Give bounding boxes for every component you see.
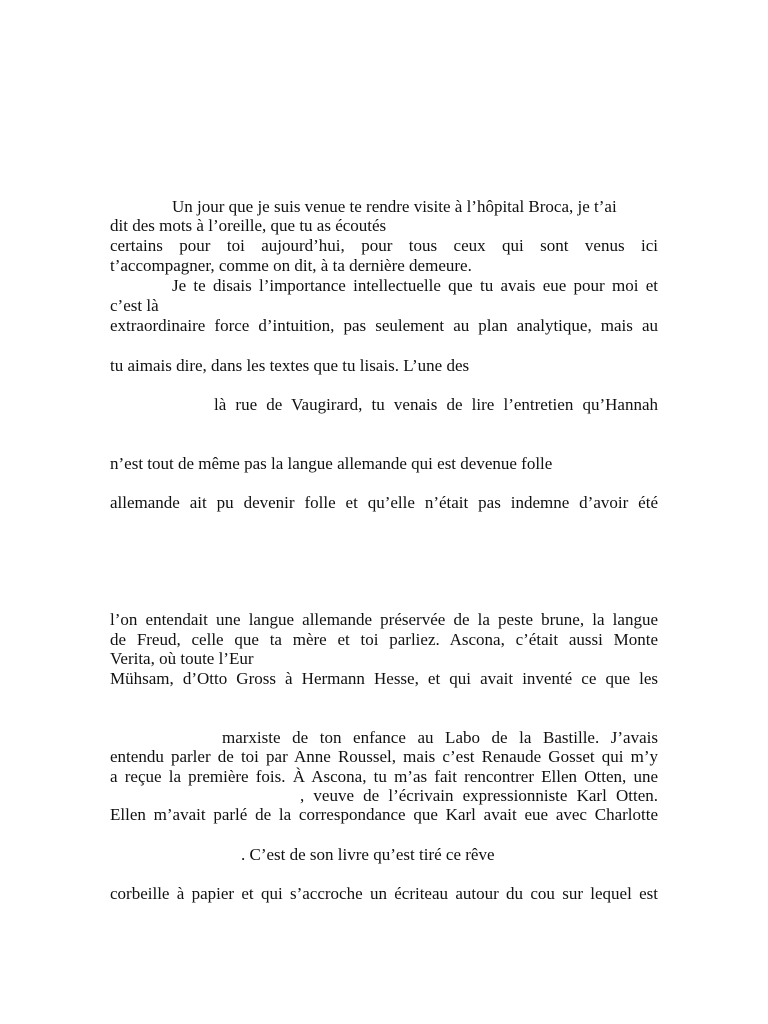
text-line: Mühsam, d’Otto Gross à Hermann Hesse, et qui avait inventé ce que les — [110, 669, 658, 688]
text-line: a reçue la première fois. À Ascona, tu m’as fait rencontrer Ellen Otten, une — [110, 767, 658, 786]
text-line: marxiste de ton enfance au Labo de la Bastille. J’avais — [222, 728, 658, 747]
text-line: Je te disais l’importance intellectuelle que tu avais eue pour moi et — [172, 276, 658, 295]
text-line: allemande ait pu devenir folle et qu’elle n’était pas indemne d’avoir été — [110, 493, 658, 512]
text-line: dit des mots à l’oreille, que tu as écoutés — [110, 216, 387, 235]
text-line: . C’est de son livre qu’est tiré ce rêve — [241, 845, 495, 864]
text-line: Verita, où toute l’Eur — [110, 649, 254, 668]
text-line: extraordinaire force d’intuition, pas seulement au plan analytique, mais au — [110, 316, 658, 335]
text-line: Ellen m’avait parlé de la correspondance que Karl avait eue avec Charlotte — [110, 805, 658, 824]
text-line: certains pour toi aujourd’hui, pour tous ceux qui sont venus ici — [110, 236, 658, 255]
text-line: t’accompagner, comme on dit, à ta dernière demeure. — [110, 256, 472, 275]
text-line: corbeille à papier et qui s’accroche un écriteau autour du cou sur lequel est — [110, 884, 658, 903]
text-line: c’est là — [110, 296, 159, 315]
text-line: entendu parler de toi par Anne Roussel, mais c’est Renaude Gosset qui m’y — [110, 747, 658, 766]
text-line: , veuve de l’écrivain expressionniste Karl Otten. — [300, 786, 658, 805]
text-line: n’est tout de même pas la langue allemande qui est devenue folle — [110, 454, 553, 473]
text-line: l’on entendait une langue allemande préservée de la peste brune, la langue — [110, 610, 658, 629]
text-line: là rue de Vaugirard, tu venais de lire l’entretien qu’Hannah — [214, 395, 658, 414]
text-line: tu aimais dire, dans les textes que tu lisais. L’une des — [110, 356, 470, 375]
text-line: Un jour que je suis venue te rendre visite à l’hôpital Broca, je t’ai — [172, 197, 617, 216]
text-line: de Freud, celle que ta mère et toi parliez. Ascona, c’était aussi Monte — [110, 630, 658, 649]
